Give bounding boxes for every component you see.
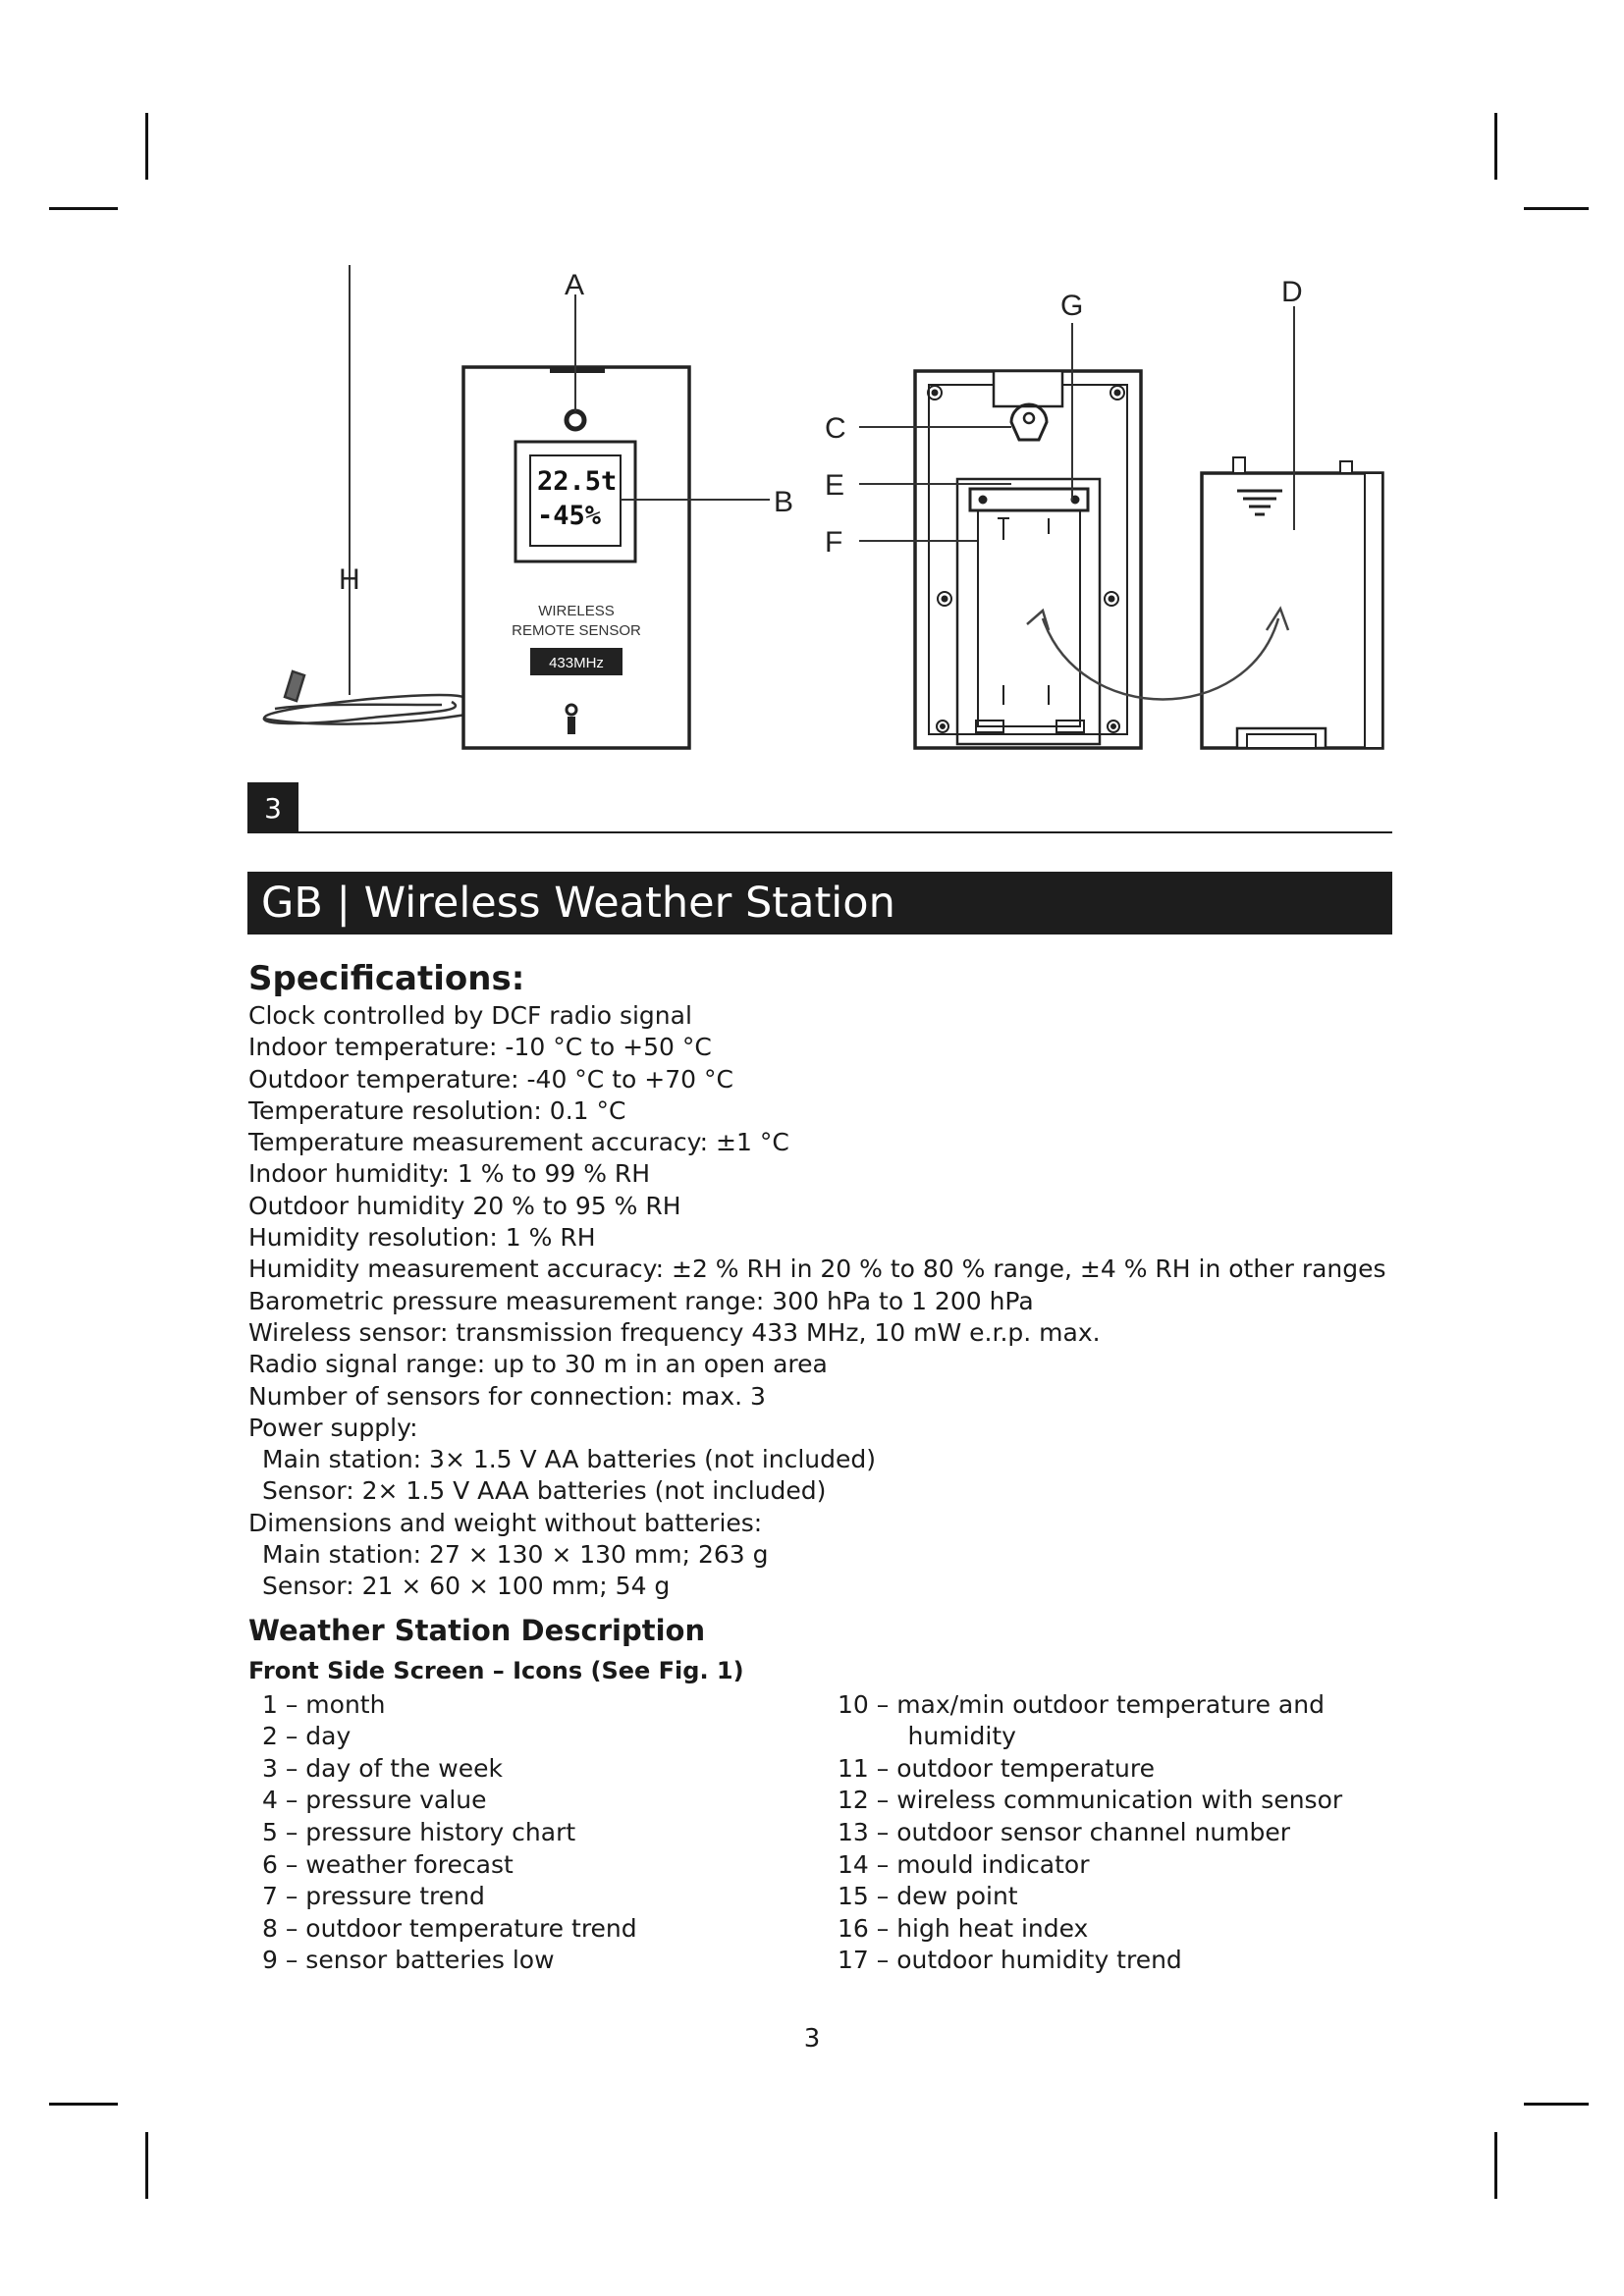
description-heading: Weather Station Description — [248, 1613, 706, 1647]
page-number: 3 — [803, 2024, 821, 2054]
label-e: E — [825, 469, 845, 502]
crop-mark-top-right-vertical — [1494, 113, 1497, 180]
list-item: 1 – month — [262, 1689, 386, 1719]
specifications-list — [248, 1000, 1397, 1603]
spec-line: Sensor: 21 × 60 × 100 mm; 54 g — [262, 1572, 671, 1601]
icon-list-right — [838, 1689, 1387, 1977]
label-f: F — [825, 526, 843, 559]
spec-line: Wireless sensor: transmission frequency 433 MHz, 10 mW e.r.p. max. — [248, 1317, 1101, 1347]
label-b: B — [774, 486, 794, 518]
label-a: A — [565, 269, 585, 301]
list-item: 16 – high heat index — [838, 1913, 1089, 1943]
spec-line: Main station: 3× 1.5 V AA batteries (not included) — [262, 1445, 877, 1474]
list-item: 2 – day — [262, 1722, 352, 1751]
list-item: 15 – dew point — [838, 1882, 1018, 1911]
spec-line: Humidity resolution: 1 % RH — [248, 1223, 596, 1253]
header-rule — [247, 831, 1392, 833]
content — [248, 957, 1397, 1977]
spec-line: Clock controlled by DCF radio signal — [248, 1001, 692, 1030]
spec-line: Indoor humidity: 1 % to 99 % RH — [248, 1159, 651, 1189]
spec-line: Outdoor temperature: -40 °C to +70 °C — [248, 1064, 733, 1094]
list-item: 11 – outdoor temperature — [838, 1753, 1155, 1783]
spec-line: Radio signal range: up to 30 m in an open area — [248, 1350, 828, 1379]
lcd-line-humidity: -45% — [537, 501, 602, 531]
spec-line: Temperature resolution: 0.1 °C — [248, 1095, 626, 1125]
list-item: 6 – weather forecast — [262, 1849, 514, 1879]
list-item: 12 – wireless communication with sensor — [838, 1786, 1343, 1815]
list-item: 7 – pressure trend — [262, 1882, 485, 1911]
crop-mark-bottom-left-horizontal — [49, 2103, 118, 2106]
list-item: 9 – sensor batteries low — [262, 1946, 555, 1975]
list-item: humidity — [838, 1722, 1016, 1751]
list-item: 5 – pressure history chart — [262, 1818, 576, 1847]
spec-line: Temperature measurement accuracy: ±1 °C — [248, 1128, 789, 1157]
crop-mark-bottom-right-vertical — [1494, 2132, 1497, 2199]
spec-line: Power supply: — [248, 1413, 418, 1442]
specifications-heading: Specifications: — [248, 959, 525, 998]
crop-mark-top-left-horizontal — [49, 207, 118, 210]
spec-line: Number of sensors for connection: max. 3 — [248, 1381, 766, 1411]
page-title: GB | Wireless Weather Station — [247, 872, 1392, 934]
section-number-badge: 3 — [247, 782, 298, 833]
spec-line: Main station: 27 × 130 × 130 mm; 263 g — [262, 1540, 769, 1570]
label-d: D — [1281, 276, 1303, 308]
spec-line: Outdoor humidity 20 % to 95 % RH — [248, 1191, 681, 1220]
list-item: 3 – day of the week — [262, 1753, 503, 1783]
product-figure — [245, 265, 1394, 775]
icon-list — [248, 1689, 1397, 1977]
crop-mark-top-right-horizontal — [1524, 207, 1589, 210]
lcd-line-temperature: 22.5t — [537, 466, 618, 497]
list-item: 4 – pressure value — [262, 1786, 487, 1815]
icons-subheading: Front Side Screen – Icons (See Fig. 1) — [248, 1656, 744, 1684]
sensor-frequency-badge: 433MHz — [549, 655, 604, 671]
spec-line: Sensor: 2× 1.5 V AAA batteries (not included) — [262, 1476, 827, 1506]
list-item: 8 – outdoor temperature trend — [262, 1913, 637, 1943]
sensor-label-remote: REMOTE SENSOR — [512, 622, 641, 639]
spec-line: Barometric pressure measurement range: 300 hPa to 1 200 hPa — [248, 1286, 1034, 1315]
label-g: G — [1060, 290, 1084, 322]
list-item: 17 – outdoor humidity trend — [838, 1946, 1182, 1975]
spec-line: Indoor temperature: -10 °C to +50 °C — [248, 1033, 712, 1062]
list-item: 14 – mould indicator — [838, 1849, 1090, 1879]
remote-sensor-front — [463, 294, 770, 748]
battery-cover — [1202, 457, 1382, 748]
list-item: 10 – max/min outdoor temperature and — [838, 1689, 1325, 1719]
crop-mark-bottom-left-vertical — [145, 2132, 148, 2199]
sensor-label-wireless: WIRELESS — [538, 603, 615, 619]
label-c: C — [825, 412, 846, 445]
crop-mark-bottom-right-horizontal — [1524, 2103, 1589, 2106]
icon-list-left — [248, 1689, 838, 1977]
spec-line: Dimensions and weight without batteries: — [248, 1508, 763, 1537]
crop-mark-top-left-vertical — [145, 113, 148, 180]
list-item: 13 – outdoor sensor channel number — [838, 1818, 1291, 1847]
spec-line: Humidity measurement accuracy: ±2 % RH in 20 % to 80 % range, ±4 % RH in other ranges — [248, 1255, 1386, 1284]
label-h: H — [339, 563, 360, 596]
